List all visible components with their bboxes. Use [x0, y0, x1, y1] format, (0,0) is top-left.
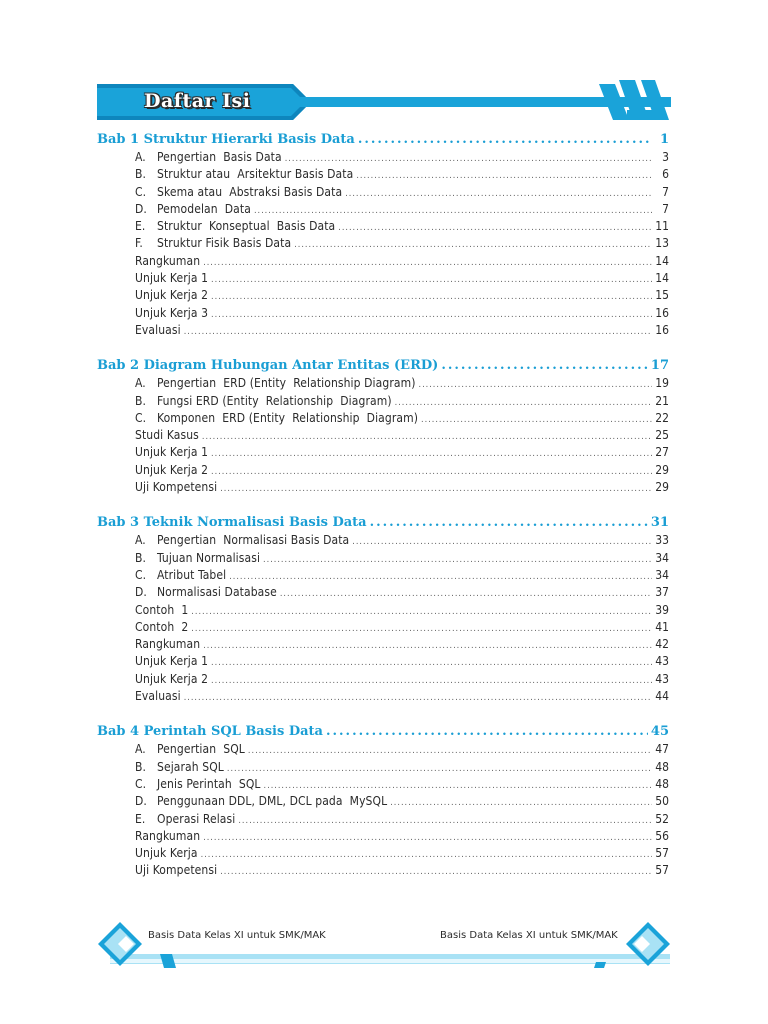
toc-entry[interactable] — [97, 166, 669, 183]
toc-entry-page-number: 29 — [655, 462, 669, 477]
toc-entry-letter: B. — [135, 393, 147, 408]
toc-entry[interactable] — [97, 862, 669, 879]
toc-entry-page-number: 19 — [655, 376, 669, 391]
toc-chapter — [97, 514, 669, 705]
toc-entry[interactable] — [97, 444, 669, 461]
toc-entry-label-group — [135, 811, 235, 828]
toc-entry-label: Unjuk Kerja 1 — [135, 445, 209, 460]
toc-entry-letter: A. — [135, 150, 146, 164]
toc-entry[interactable] — [97, 688, 669, 705]
toc-entry-page-number: 21 — [655, 393, 669, 408]
page-title: Daftar Isi — [144, 90, 251, 112]
toc-entry[interactable] — [97, 270, 669, 287]
toc-entry-label-group — [135, 375, 416, 392]
toc-entry-label: Unjuk Kerja 1 — [135, 271, 209, 286]
toc-entry-label: Struktur Konseptual Basis Data — [157, 219, 336, 234]
dot-leader — [345, 186, 652, 203]
toc-entry-label-group — [135, 688, 181, 705]
toc-entry-label-group — [135, 149, 282, 166]
toc-entry-letter: C. — [135, 776, 147, 791]
chapter-heading[interactable] — [97, 131, 669, 149]
toc-entry-page-number: 15 — [655, 288, 669, 303]
toc-entry-label: Unjuk Kerja 3 — [135, 305, 209, 320]
toc-entry-label: Fungsi ERD (Entity Relationship Diagram) — [157, 393, 392, 408]
toc-entry[interactable] — [97, 322, 669, 339]
toc-entry-letter: D. — [135, 585, 147, 600]
toc-entry[interactable] — [97, 759, 669, 776]
toc-chapter — [97, 357, 669, 496]
toc-entry[interactable] — [97, 550, 669, 567]
toc-entry-label: Rangkuman — [135, 828, 201, 843]
toc-entry-letter: B. — [135, 167, 147, 182]
chapter-page-number: 31 — [650, 515, 669, 531]
toc-entry-page-number: 3 — [662, 150, 669, 164]
toc-entry-label-group — [135, 584, 277, 601]
toc-entry-label-group — [135, 201, 251, 218]
toc-entry-label: Komponen ERD (Entity Relationship Diagram) — [157, 410, 419, 425]
toc-entry-label: Unjuk Kerja — [135, 846, 198, 861]
toc-entry-label: Uji Kompetensi — [135, 863, 218, 878]
toc-entry-page-number: 48 — [655, 759, 669, 774]
toc-entry-label-group — [135, 759, 224, 776]
toc-entry[interactable] — [97, 410, 669, 427]
toc-entry-label-group — [135, 305, 208, 322]
dot-leader — [201, 847, 652, 864]
chapter-title: Bab 2 Diagram Hubungan Antar Entitas (ERD) — [97, 358, 439, 374]
toc-entry-label-group — [135, 602, 188, 619]
toc-entry-letter: D. — [135, 794, 147, 809]
toc-entry-label: Contoh 1 — [135, 602, 189, 617]
toc-entry-page-number: 42 — [655, 637, 669, 652]
table-of-contents — [97, 131, 669, 898]
toc-entry[interactable] — [97, 793, 669, 810]
toc-entry-page-number: 27 — [655, 445, 669, 460]
toc-entry[interactable] — [97, 427, 669, 444]
toc-entry-label: Struktur atau Arsitektur Basis Data — [157, 167, 354, 182]
toc-entry[interactable] — [97, 584, 669, 601]
toc-entry-page-number: 39 — [655, 602, 669, 617]
toc-entry-label-group — [135, 532, 349, 549]
toc-entry-page-number: 52 — [655, 811, 669, 826]
toc-entry-label: Normalisasi Database — [157, 585, 277, 600]
dot-leader — [441, 357, 648, 375]
toc-entry-label-group — [135, 218, 335, 235]
dot-leader — [229, 569, 652, 586]
toc-entry[interactable] — [97, 393, 669, 410]
toc-entry-label-group — [135, 410, 418, 427]
dot-leader — [294, 237, 652, 254]
toc-entry-label: Evaluasi — [135, 689, 181, 704]
chapter-page-number: 1 — [659, 132, 669, 147]
toc-entry-letter: A. — [135, 376, 146, 391]
toc-entry-label-group — [135, 671, 208, 688]
toc-entry-label-group — [135, 793, 387, 810]
toc-entry-page-number: 13 — [655, 236, 669, 251]
dot-leader — [211, 464, 652, 481]
toc-entry-letter: C. — [135, 184, 147, 199]
toc-entry-label: Pengertian SQL — [157, 742, 245, 757]
toc-entry-label: Jenis Perintah SQL — [157, 776, 261, 791]
dot-leader — [338, 220, 652, 237]
dot-leader — [395, 395, 652, 412]
toc-entry-letter: C. — [135, 567, 147, 582]
dot-leader — [358, 131, 652, 149]
dot-leader — [421, 412, 652, 429]
toc-entry-label-group — [135, 253, 200, 270]
toc-entry-letter: F. — [135, 236, 143, 251]
toc-entry-letter: D. — [135, 201, 147, 216]
toc-entry-label-group — [135, 567, 226, 584]
toc-entry-label-group — [135, 393, 392, 410]
toc-entry-page-number: 14 — [655, 271, 669, 286]
footer-right-text: Basis Data Kelas XI untuk SMK/MAK — [440, 930, 618, 941]
page-footer — [0, 912, 768, 972]
toc-entry[interactable] — [97, 253, 669, 270]
toc-entry[interactable] — [97, 619, 669, 636]
toc-entry-label: Unjuk Kerja 2 — [135, 462, 209, 477]
toc-entry[interactable] — [97, 671, 669, 688]
dot-leader — [352, 534, 652, 551]
dot-leader — [211, 289, 652, 306]
toc-entry-label-group — [135, 862, 217, 879]
chapter-page-number: 45 — [650, 724, 669, 740]
toc-entry-page-number: 48 — [655, 776, 669, 791]
toc-entry[interactable] — [97, 776, 669, 793]
dot-leader — [211, 446, 652, 463]
toc-entry[interactable] — [97, 828, 669, 845]
toc-entry-letter: E. — [135, 811, 146, 826]
chapter-heading[interactable] — [97, 514, 669, 532]
chapter-page-number: 17 — [650, 358, 669, 374]
toc-entry-page-number: 50 — [655, 794, 669, 809]
toc-entry-label-group — [135, 828, 200, 845]
toc-entry-label: Unjuk Kerja 2 — [135, 671, 209, 686]
toc-entry-label-group — [135, 550, 260, 567]
toc-entry-label-group — [135, 270, 208, 287]
toc-entry-label-group — [135, 462, 208, 479]
toc-entry-label: Pengertian Basis Data — [157, 150, 282, 164]
chapter-title: Bab 3 Teknik Normalisasi Basis Data — [97, 515, 367, 531]
dot-leader — [211, 673, 652, 690]
dot-leader — [203, 255, 652, 272]
toc-entry[interactable] — [97, 811, 669, 828]
toc-entry-label: Skema atau Abstraksi Basis Data — [157, 184, 343, 199]
dot-leader — [203, 830, 652, 847]
dot-leader — [326, 723, 648, 741]
dot-leader — [248, 743, 652, 760]
toc-entry[interactable] — [97, 149, 669, 166]
toc-entry-label: Rangkuman — [135, 253, 201, 268]
toc-entry-label: Pemodelan Data — [157, 201, 251, 216]
dot-leader — [211, 655, 652, 672]
toc-entry-page-number: 29 — [655, 480, 669, 495]
toc-entry[interactable] — [97, 462, 669, 479]
toc-entry-page-number: 43 — [655, 671, 669, 686]
toc-entry-label: Tujuan Normalisasi — [157, 550, 261, 565]
toc-entry-page-number: 56 — [655, 828, 669, 843]
footer-graphic — [0, 912, 768, 972]
toc-entry-label-group — [135, 444, 208, 461]
toc-entry[interactable] — [97, 532, 669, 549]
toc-chapter — [97, 131, 669, 339]
toc-entry-label-group — [135, 287, 208, 304]
dot-leader — [191, 604, 652, 621]
toc-entry-label: Sejarah SQL — [157, 759, 224, 774]
toc-entry[interactable] — [97, 602, 669, 619]
toc-entry[interactable] — [97, 305, 669, 322]
toc-entry[interactable] — [97, 218, 669, 235]
toc-entry-label: Pengertian ERD (Entity Relationship Diagram) — [157, 376, 416, 391]
toc-entry-page-number: 25 — [655, 428, 669, 443]
toc-entry-page-number: 57 — [655, 863, 669, 878]
dot-leader — [227, 761, 652, 778]
toc-entry-label: Struktur Fisik Basis Data — [157, 236, 292, 251]
toc-entry-label: Studi Kasus — [135, 428, 199, 443]
dot-leader — [191, 621, 652, 638]
toc-entry[interactable] — [97, 375, 669, 392]
dot-leader — [419, 377, 652, 394]
toc-entry-label-group — [135, 776, 261, 793]
toc-entry-page-number: 41 — [655, 619, 669, 634]
dot-leader — [202, 429, 652, 446]
dot-leader — [280, 586, 652, 603]
dot-leader — [220, 864, 652, 881]
toc-entry-label: Evaluasi — [135, 322, 181, 337]
toc-entry-page-number: 11 — [655, 219, 669, 234]
dot-leader — [211, 307, 652, 324]
toc-entry-page-number: 43 — [655, 654, 669, 669]
toc-entry-page-number: 7 — [662, 184, 669, 199]
toc-entry-label-group — [135, 619, 188, 636]
toc-entry[interactable] — [97, 201, 669, 218]
toc-entry[interactable] — [97, 287, 669, 304]
toc-entry-label-group — [135, 166, 353, 183]
toc-entry-label: Unjuk Kerja 1 — [135, 654, 209, 669]
toc-entry-label: Unjuk Kerja 2 — [135, 288, 209, 303]
toc-entry[interactable] — [97, 741, 669, 758]
toc-entry-page-number: 6 — [662, 167, 669, 182]
toc-entry-letter: B. — [135, 759, 147, 774]
dot-leader — [211, 272, 652, 289]
toc-entry-page-number: 16 — [655, 322, 669, 337]
toc-entry-label-group — [135, 235, 291, 252]
toc-entry-label-group — [135, 653, 208, 670]
toc-entry-letter: B. — [135, 550, 147, 565]
toc-entry-label: Penggunaan DDL, DML, DCL pada MySQL — [157, 794, 388, 809]
toc-entry-label-group — [135, 845, 198, 862]
header-banner — [97, 80, 671, 124]
dot-leader — [238, 813, 652, 830]
toc-entry-page-number: 34 — [655, 550, 669, 565]
footer-left-text: Basis Data Kelas XI untuk SMK/MAK — [148, 930, 326, 941]
toc-entry-page-number: 16 — [655, 305, 669, 320]
dot-leader — [184, 324, 652, 341]
toc-entry[interactable] — [97, 636, 669, 653]
toc-entry-page-number: 57 — [655, 846, 669, 861]
toc-entry-label-group — [135, 322, 181, 339]
dot-leader — [390, 795, 652, 812]
toc-entry-page-number: 37 — [655, 585, 669, 600]
toc-entry[interactable] — [97, 567, 669, 584]
toc-entry[interactable] — [97, 235, 669, 252]
toc-entry-page-number: 44 — [655, 689, 669, 704]
toc-entry-letter: E. — [135, 219, 146, 234]
toc-entry-label: Atribut Tabel — [157, 567, 227, 582]
toc-entry-page-number: 7 — [662, 201, 669, 216]
toc-entry[interactable] — [97, 845, 669, 862]
dot-leader — [356, 168, 652, 185]
chapter-title: Bab 4 Perintah SQL Basis Data — [97, 724, 323, 740]
toc-entry-label: Rangkuman — [135, 637, 201, 652]
chapter-heading[interactable] — [97, 357, 669, 375]
toc-entry[interactable] — [97, 653, 669, 670]
toc-entry-page-number: 34 — [655, 567, 669, 582]
toc-entry-label-group — [135, 741, 245, 758]
toc-entry-page-number: 14 — [655, 253, 669, 268]
toc-entry[interactable] — [97, 479, 669, 496]
toc-entry-label: Contoh 2 — [135, 619, 189, 634]
toc-entry-label: Operasi Relasi — [157, 811, 236, 826]
toc-entry-letter: C. — [135, 410, 147, 425]
toc-entry-letter: A. — [135, 742, 146, 757]
toc-entry[interactable] — [97, 184, 669, 201]
toc-entry-label: Pengertian Normalisasi Basis Data — [157, 533, 350, 548]
toc-entry-page-number: 22 — [655, 410, 669, 425]
dot-leader — [370, 514, 648, 532]
toc-chapter — [97, 723, 669, 879]
toc-entry-page-number: 33 — [655, 533, 669, 548]
dot-leader — [220, 481, 652, 498]
toc-entry-label-group — [135, 427, 199, 444]
chapter-heading[interactable] — [97, 723, 669, 741]
chapter-title: Bab 1 Struktur Hierarki Basis Data — [97, 132, 355, 147]
toc-entry-label-group — [135, 479, 217, 496]
dot-leader — [203, 638, 652, 655]
toc-entry-letter: A. — [135, 533, 146, 548]
dot-leader — [184, 690, 652, 707]
toc-entry-label-group — [135, 184, 342, 201]
toc-entry-page-number: 47 — [655, 742, 669, 757]
toc-entry-label: Uji Kompetensi — [135, 480, 218, 495]
toc-entry-label-group — [135, 636, 200, 653]
dot-leader — [263, 552, 652, 569]
